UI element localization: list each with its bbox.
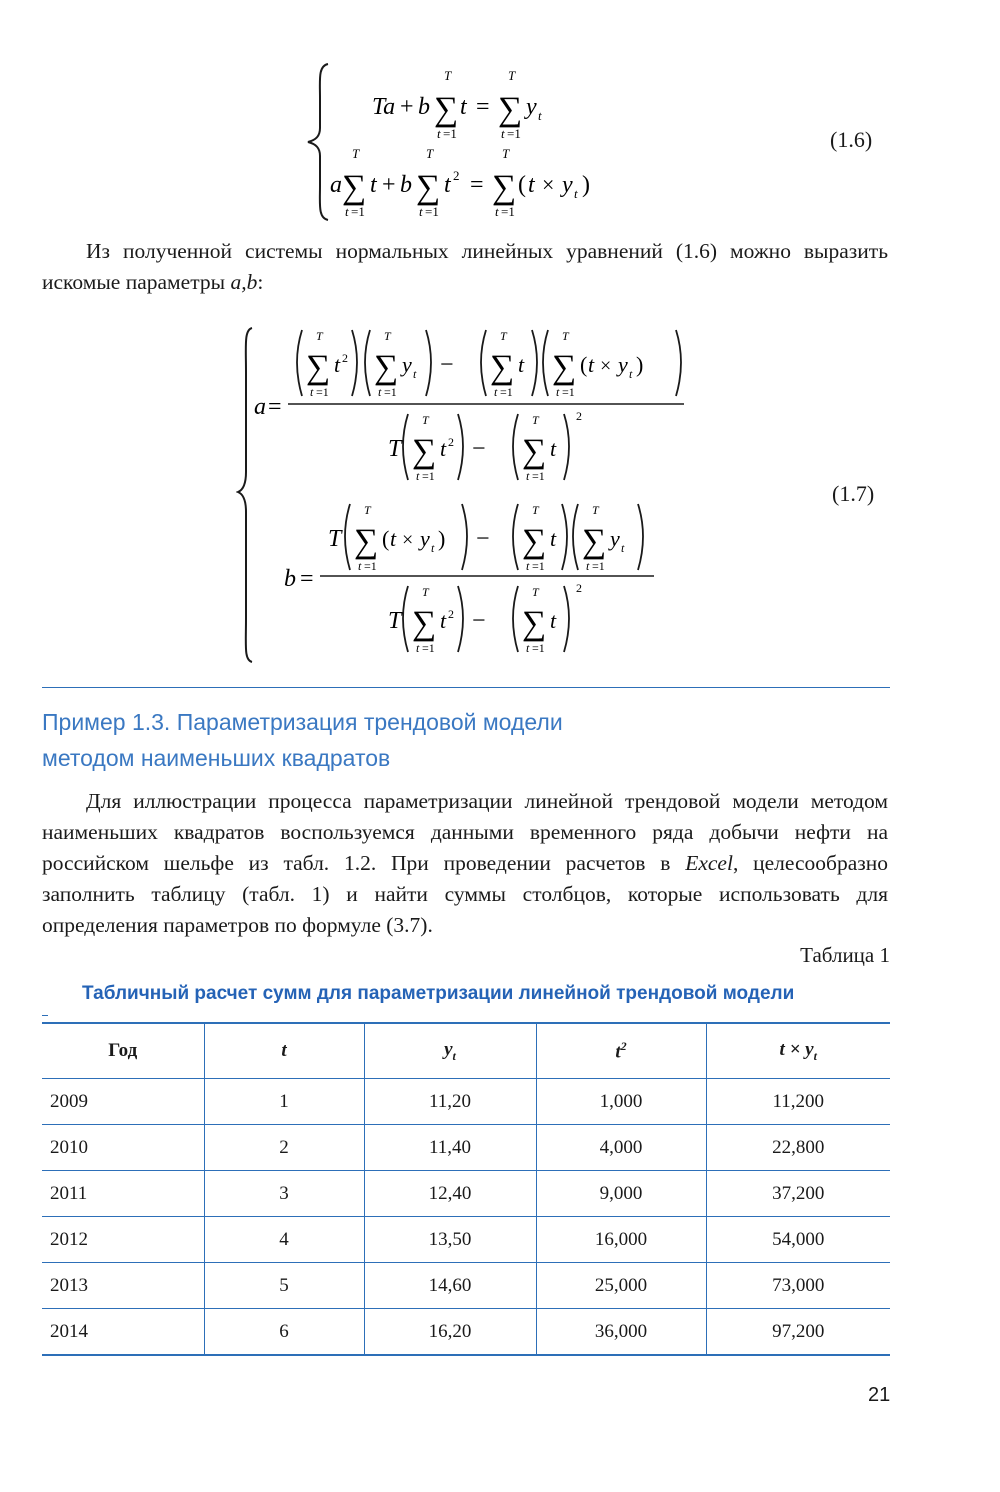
svg-text:t: t	[460, 94, 467, 120]
svg-text:=1: =1	[507, 126, 521, 141]
svg-text:t: t	[538, 108, 542, 123]
svg-text:y: y	[402, 352, 412, 377]
svg-text:T: T	[384, 329, 391, 343]
svg-text:T: T	[422, 413, 429, 427]
svg-text:+: +	[382, 172, 396, 198]
table-row	[42, 1079, 890, 1125]
system-brace	[238, 328, 252, 662]
svg-text:∑: ∑	[552, 349, 577, 386]
svg-text:∑: ∑	[492, 169, 517, 206]
svg-text:=1: =1	[592, 559, 605, 573]
svg-text:2: 2	[453, 168, 460, 183]
cell-t-squared: 36,000	[536, 1309, 706, 1356]
cell-yt: 11,20	[364, 1079, 536, 1125]
system-brace	[308, 64, 328, 220]
svg-text:×: ×	[542, 172, 555, 197]
svg-text:T: T	[364, 503, 371, 517]
svg-text:y: y	[526, 94, 537, 120]
svg-text:t: t	[629, 367, 633, 381]
table-row	[42, 1217, 890, 1263]
svg-text:2: 2	[576, 409, 582, 423]
svg-text:a: a	[254, 394, 266, 420]
equation-1-6	[300, 58, 640, 226]
svg-text:=: =	[476, 94, 490, 120]
svg-text:∑: ∑	[490, 349, 515, 386]
svg-text:(: (	[518, 172, 526, 198]
cell-year: 2013	[42, 1263, 204, 1309]
svg-text:t: t	[526, 559, 530, 573]
table-caption: Табличный расчет сумм для параметризации линейной трендовой модели	[82, 983, 795, 1004]
svg-text:T: T	[316, 329, 323, 343]
svg-text:t: t	[334, 352, 341, 377]
svg-text:b: b	[418, 94, 430, 120]
table-header-row	[42, 1023, 890, 1079]
svg-text:−: −	[440, 352, 454, 378]
page-number: 21	[868, 1384, 891, 1406]
svg-text:+: +	[400, 94, 414, 120]
a-denominator	[388, 409, 582, 483]
cell-year: 2010	[42, 1125, 204, 1171]
svg-text:t: t	[526, 641, 530, 655]
svg-text:T: T	[388, 608, 402, 634]
svg-text:T: T	[328, 526, 342, 552]
svg-text:∑: ∑	[434, 91, 459, 128]
svg-text:−: −	[472, 436, 486, 462]
svg-text:=1: =1	[364, 559, 377, 573]
svg-text:∑: ∑	[306, 349, 331, 386]
svg-text:t: t	[378, 385, 382, 399]
svg-text:=1: =1	[501, 204, 515, 219]
cell-t: 3	[204, 1171, 364, 1217]
svg-text:Ta: Ta	[372, 94, 396, 120]
paragraph-text: Из полученной системы нормальных линейных уравнений (1.6) можно выразить искомые параметры	[42, 239, 888, 294]
svg-text:t: t	[556, 385, 560, 399]
svg-text:=1: =1	[316, 385, 329, 399]
svg-text:T: T	[562, 329, 569, 343]
cell-year: 2014	[42, 1309, 204, 1356]
svg-text:∑: ∑	[354, 523, 379, 560]
svg-text:=1: =1	[500, 385, 513, 399]
svg-text:=1: =1	[422, 469, 435, 483]
cell-yt: 11,40	[364, 1125, 536, 1171]
svg-text:2: 2	[576, 581, 582, 595]
cell-t-times-yt: 37,200	[706, 1171, 890, 1217]
svg-text:t: t	[588, 352, 595, 377]
cell-t-squared: 9,000	[536, 1171, 706, 1217]
a-numerator	[297, 329, 681, 399]
table-row	[42, 1263, 890, 1309]
section-rule	[42, 687, 890, 688]
paragraph-normal-equations	[42, 236, 888, 298]
caption-mark	[42, 1015, 48, 1016]
svg-text:(: (	[382, 526, 390, 551]
svg-text:T: T	[352, 146, 360, 161]
svg-text:t: t	[370, 172, 377, 198]
svg-text:y: y	[420, 526, 430, 551]
svg-text:b: b	[400, 172, 412, 198]
svg-text:=1: =1	[532, 641, 545, 655]
table-row	[42, 1171, 890, 1217]
table-row	[42, 1125, 890, 1171]
svg-text:=: =	[300, 566, 314, 592]
cell-t-times-yt: 97,200	[706, 1309, 890, 1356]
svg-text:t: t	[440, 608, 447, 633]
cell-t-times-yt: 73,000	[706, 1263, 890, 1309]
svg-text:t: t	[501, 126, 505, 141]
svg-text:t: t	[495, 204, 499, 219]
svg-text:=: =	[268, 394, 282, 420]
example-heading-line1: Пример 1.3. Параметризация трендовой модели	[42, 709, 563, 735]
svg-text:t: t	[310, 385, 314, 399]
header-t: t	[204, 1023, 364, 1079]
svg-text:t: t	[518, 352, 525, 377]
svg-text:×: ×	[600, 355, 612, 377]
svg-text:T: T	[532, 585, 539, 599]
svg-text:=1: =1	[425, 204, 439, 219]
cell-t-squared: 16,000	[536, 1217, 706, 1263]
table-row	[42, 1309, 890, 1356]
svg-text:t: t	[550, 526, 557, 551]
header-t-squared: $t^2$	[536, 1023, 706, 1079]
svg-text:t: t	[550, 608, 557, 633]
cell-t-times-yt: 11,200	[706, 1079, 890, 1125]
svg-text:y: y	[610, 526, 620, 551]
example-heading-line2: методом наименьших квадратов	[42, 745, 391, 771]
svg-text:t: t	[390, 526, 397, 551]
svg-text:∑: ∑	[412, 433, 437, 470]
equation-number-1-6: (1.6)	[830, 127, 873, 152]
svg-text:T: T	[388, 436, 402, 462]
svg-text:∑: ∑	[582, 523, 607, 560]
cell-t: 6	[204, 1309, 364, 1356]
paragraph-text-1: Для иллюстрации процесса параметризации линейной трендовой модели методом наименьших квадратов воспользуемся данными временного ряда добычи нефти на российском шельфе из табл. 1.2. При проведении расчетов в	[42, 789, 888, 875]
cell-t: 1	[204, 1079, 364, 1125]
svg-text:y: y	[618, 352, 628, 377]
example-heading	[42, 704, 888, 776]
svg-text:t: t	[444, 172, 451, 198]
svg-text:∑: ∑	[522, 523, 547, 560]
svg-text:=1: =1	[443, 126, 457, 141]
svg-text:t: t	[431, 541, 435, 555]
header-year: Год	[42, 1023, 204, 1079]
svg-text:2: 2	[448, 607, 454, 621]
svg-text:t: t	[413, 367, 417, 381]
svg-text:∑: ∑	[416, 169, 441, 206]
svg-text:t: t	[586, 559, 590, 573]
svg-text:a: a	[330, 172, 342, 198]
svg-text:=1: =1	[562, 385, 575, 399]
cell-year: 2012	[42, 1217, 204, 1263]
svg-text:t: t	[550, 436, 557, 461]
cell-t: 2	[204, 1125, 364, 1171]
svg-text:−: −	[476, 526, 490, 552]
header-t-times-yt: $t \times y_t$	[706, 1023, 890, 1079]
svg-text:b: b	[284, 566, 296, 592]
b-numerator	[328, 503, 643, 573]
cell-t: 4	[204, 1217, 364, 1263]
svg-text:T: T	[532, 503, 539, 517]
svg-text:t: t	[440, 436, 447, 461]
cell-yt: 12,40	[364, 1171, 536, 1217]
svg-text:T: T	[444, 68, 452, 83]
cell-yt: 16,20	[364, 1309, 536, 1356]
svg-text:t: t	[574, 186, 578, 201]
svg-text:t: t	[437, 126, 441, 141]
svg-text:∑: ∑	[412, 605, 437, 642]
svg-text:=1: =1	[532, 469, 545, 483]
cell-yt: 14,60	[364, 1263, 536, 1309]
svg-text:T: T	[508, 68, 516, 83]
header-yt: $y_t$	[364, 1023, 536, 1079]
svg-text:=1: =1	[532, 559, 545, 573]
excel-term: Excel	[685, 851, 733, 875]
svg-text:∑: ∑	[522, 605, 547, 642]
svg-text:t: t	[419, 204, 423, 219]
svg-text:t: t	[416, 641, 420, 655]
svg-text:∑: ∑	[342, 169, 367, 206]
svg-text:t: t	[526, 469, 530, 483]
svg-text:=1: =1	[422, 641, 435, 655]
paragraph-text-2: , целесообразно заполнить таблицу (табл. 1) и найти суммы столбцов, которые использовать для определения параметров по формуле (3.7).	[42, 851, 888, 937]
cell-t-squared: 1,000	[536, 1079, 706, 1125]
svg-text:T: T	[532, 413, 539, 427]
svg-text:∑: ∑	[374, 349, 399, 386]
svg-text:2: 2	[342, 351, 348, 365]
svg-text:): )	[582, 172, 590, 198]
svg-text:=1: =1	[384, 385, 397, 399]
paragraph-example	[42, 786, 888, 941]
params-ab: a,b	[230, 270, 258, 294]
equation-number-1-7: (1.7)	[832, 481, 875, 506]
svg-text:t: t	[494, 385, 498, 399]
svg-text:y: y	[562, 172, 573, 198]
svg-text:T: T	[426, 146, 434, 161]
svg-text:): )	[636, 352, 644, 377]
cell-t: 5	[204, 1263, 364, 1309]
cell-year: 2011	[42, 1171, 204, 1217]
svg-text:T: T	[500, 329, 507, 343]
equation-1-7	[236, 322, 696, 668]
paragraph-colon: :	[257, 270, 264, 294]
svg-text:t: t	[621, 541, 625, 555]
cell-t-times-yt: 22,800	[706, 1125, 890, 1171]
data-table	[42, 1022, 890, 1356]
cell-t-squared: 4,000	[536, 1125, 706, 1171]
svg-text:(: (	[580, 352, 588, 377]
svg-text:t: t	[358, 559, 362, 573]
b-denominator	[388, 581, 582, 655]
svg-text:T: T	[502, 146, 510, 161]
svg-text:∑: ∑	[498, 91, 523, 128]
svg-text:t: t	[416, 469, 420, 483]
table-label: Таблица 1	[800, 943, 890, 967]
cell-t-squared: 25,000	[536, 1263, 706, 1309]
svg-text:T: T	[422, 585, 429, 599]
svg-text:×: ×	[402, 529, 414, 551]
cell-year: 2009	[42, 1079, 204, 1125]
svg-text:=: =	[470, 172, 484, 198]
svg-text:−: −	[472, 608, 486, 634]
svg-text:=1: =1	[351, 204, 365, 219]
svg-text:t: t	[345, 204, 349, 219]
cell-yt: 13,50	[364, 1217, 536, 1263]
eq-1-6-line1	[0, 0, 1, 1]
cell-t-times-yt: 54,000	[706, 1217, 890, 1263]
svg-text:2: 2	[448, 435, 454, 449]
svg-text:T: T	[592, 503, 599, 517]
svg-text:∑: ∑	[522, 433, 547, 470]
svg-text:t: t	[528, 172, 535, 198]
svg-text:): )	[438, 526, 446, 551]
